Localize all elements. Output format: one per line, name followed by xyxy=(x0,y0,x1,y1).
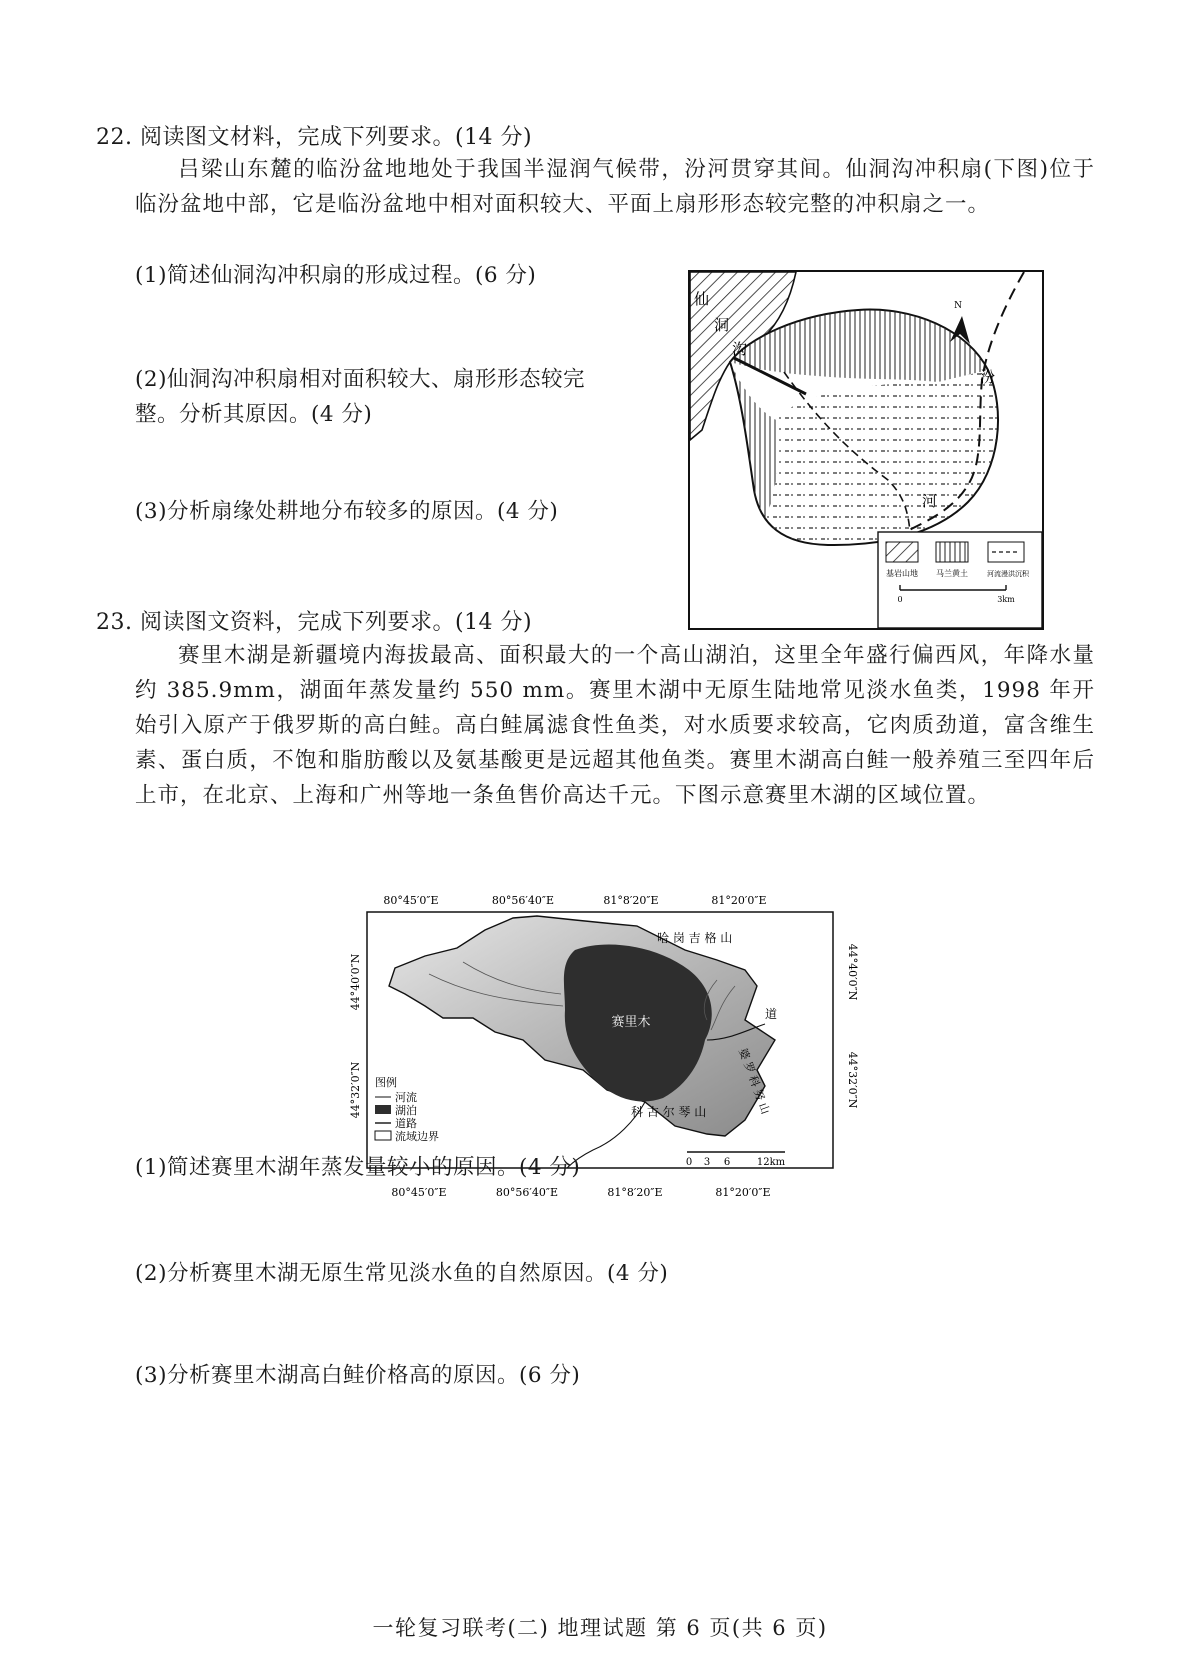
q22-title: 22. 阅读图文材料，完成下列要求。(14 分) xyxy=(96,125,533,150)
q23-title: 23. 阅读图文资料，完成下列要求。(14 分) xyxy=(96,610,533,635)
legend-flood: 河流漫洪沉积 xyxy=(987,570,1029,578)
scale-3: 3 xyxy=(703,1157,711,1168)
legend-road: 道路 xyxy=(395,1117,417,1130)
q23-sub1: (1)简述赛里木湖年蒸发量较小的原因。(4 分) xyxy=(135,1155,581,1180)
lon-top-1: 80°45′0″E xyxy=(383,894,439,907)
q22-sub2-line2: 整。分析其原因。(4 分) xyxy=(135,402,373,427)
legend-loess: 马兰黄土 xyxy=(936,569,968,578)
lon-bottom-4: 81°20′0″E xyxy=(715,1186,771,1199)
label-he: 河 xyxy=(922,492,938,510)
lon-top-3: 81°8′20″E xyxy=(603,894,659,907)
lat-left-2: 44°32′0″N xyxy=(349,1061,362,1119)
label-fen: 汾 xyxy=(980,368,996,386)
legend-river: 河流 xyxy=(395,1091,417,1104)
legend-bedrock: 基岩山地 xyxy=(886,569,918,578)
mountain-east-label: 婆 罗 科 努 山 xyxy=(736,1046,772,1116)
scale-end: 3km xyxy=(997,595,1015,604)
lon-bottom-1: 80°45′0″E xyxy=(391,1186,447,1199)
q22-paragraph: 吕梁山东麓的临汾盆地地处于我国半湿润气候带，汾河贯穿其间。仙洞沟冲积扇(下图)位于临汾盆地中部，它是临汾盆地中相对面积较大、平面上扇形形态较完整的冲积扇之一。 xyxy=(135,157,1095,217)
legend-lake: 湖泊 xyxy=(395,1104,417,1117)
lat-right-2: 44°32′0″N xyxy=(846,1051,859,1109)
lon-bottom-3: 81°8′20″E xyxy=(607,1186,663,1199)
lon-top-2: 80°56′40″E xyxy=(491,894,555,907)
label-dong: 洞 xyxy=(714,316,730,334)
label-xian: 仙 xyxy=(694,290,710,308)
q23-sub3: (3)分析赛里木湖高白鲑价格高的原因。(6 分) xyxy=(135,1363,581,1388)
lat-right-1: 44°40′0″N xyxy=(846,943,859,1001)
north-label: N xyxy=(954,301,962,311)
mountain-north-label: 哈 岗 吉 格 山 xyxy=(657,931,733,945)
scale-6: 6 xyxy=(723,1157,731,1168)
q22-sub1: (1)简述仙洞沟冲积扇的形成过程。(6 分) xyxy=(135,263,537,288)
lake-label: 赛里木 xyxy=(611,1015,651,1030)
q22-sub3: (3)分析扇缘处耕地分布较多的原因。(4 分) xyxy=(135,499,559,524)
q22-sub2-line1: (2)仙洞沟冲积扇相对面积较大、扇形形态较完 xyxy=(135,367,585,392)
label-gou: 沟 xyxy=(732,340,748,358)
scale-12: 12km xyxy=(756,1157,786,1168)
legend-boundary: 流域边界 xyxy=(395,1130,439,1143)
lon-bottom-2: 80°56′40″E xyxy=(495,1186,559,1199)
lon-top-4: 81°20′0″E xyxy=(711,894,767,907)
mountain-south-label: 科 古 尔 琴 山 xyxy=(631,1105,707,1119)
alluvial-fan-map xyxy=(688,270,1044,630)
road-label: 道 xyxy=(765,1007,778,1021)
q23-sub2: (2)分析赛里木湖无原生常见淡水鱼的自然原因。(4 分) xyxy=(135,1261,669,1286)
scale-0: 0 xyxy=(685,1157,693,1168)
q23-paragraph: 赛里木湖是新疆境内海拔最高、面积最大的一个高山湖泊，这里全年盛行偏西风，年降水量约 385.9mm，湖面年蒸发量约 550 mm。赛里木湖中无原生陆地常见淡水鱼类，1998 年开始引入原产于俄罗斯的高白鲑。高白鲑属滤食性鱼类，对水质要求较高，它肉质劲道，富含维生素、蛋白质，不饱和脂肪酸以及氨基酸更是远超其他鱼类。赛里木湖高白鲑一般养殖三至四年后上市，在北京、上海和广州等地一条鱼售价高达千元。下图示意赛里木湖的区域位置。 xyxy=(135,643,1095,808)
legend-title: 图例 xyxy=(375,1076,397,1089)
scale-zero: 0 xyxy=(897,595,903,604)
lat-left-1: 44°40′0″N xyxy=(349,953,362,1011)
page-footer: 一轮复习联考(二) 地理试题 第 6 页(共 6 页) xyxy=(372,1616,828,1640)
